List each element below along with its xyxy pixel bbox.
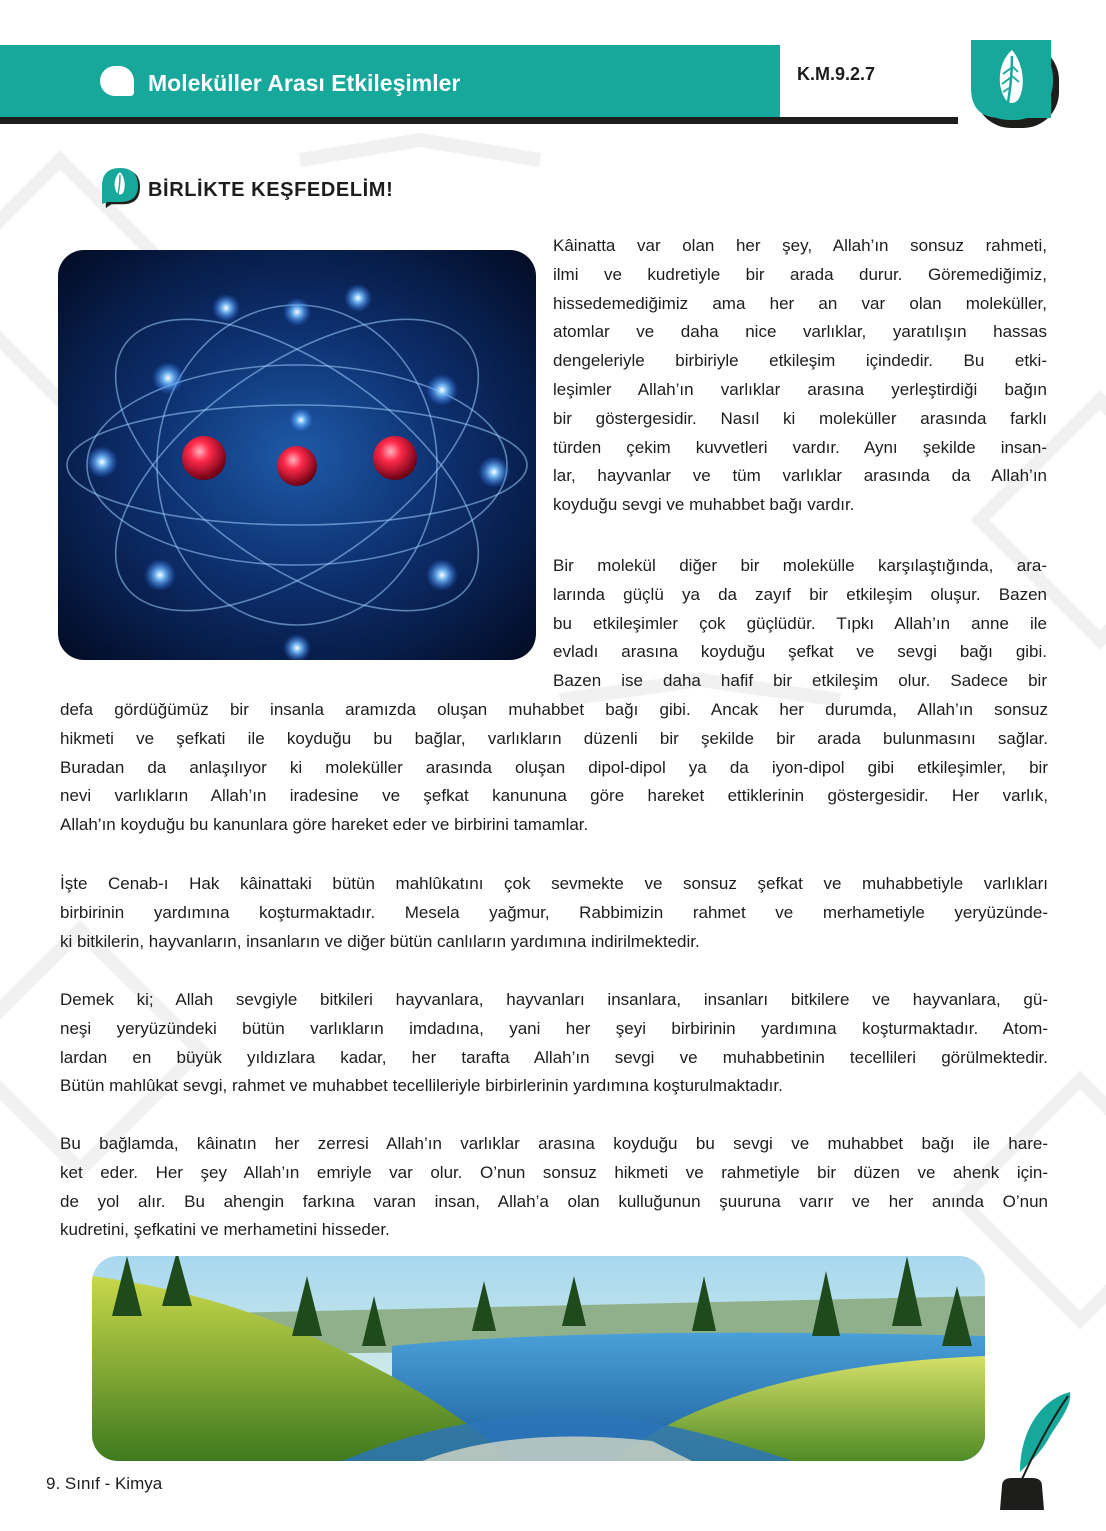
paragraph-help bbox=[60, 986, 1048, 1101]
paragraph-interaction bbox=[553, 552, 1047, 696]
text-line: bir göstergesidir. Nasıl ki moleküller arasında farklı bbox=[553, 408, 1047, 428]
text-line: lar, hayvanlar ve tüm varlıklar arasında da Allah’ın bbox=[553, 466, 1047, 486]
text-line: Bazen ise daha hafif bir etkileşim olur. Sadece bir bbox=[553, 671, 1047, 691]
paragraph-harmony bbox=[60, 1130, 1048, 1245]
text-line: neşi yeryüzündeki bütün varlıkların imdadına, yani her şeyi birbirinin yardımına koşturmaktadır. Atom- bbox=[60, 1018, 1048, 1038]
section-title: BİRLİKTE KEŞFEDELİM! bbox=[148, 179, 394, 201]
paragraph-intro bbox=[553, 232, 1047, 520]
landscape-illustration bbox=[92, 1256, 985, 1461]
text-line: defa gördüğümüz bir insanla aramızda oluşan muhabbet bağı gibi. Ancak her durumda, Allah’ın sonsuz bbox=[60, 700, 1048, 719]
text-line: de yol alır. Bu ahengin farkına varan insan, Allah’a olan kulluğunun şuuruna varır ve her anında O’nun bbox=[60, 1191, 1048, 1211]
text-line: ket eder. Her şey Allah’ın emriyle var olur. O’nun sonsuz hikmeti ve rahmetiyle bir düzen ve ahenk için- bbox=[60, 1162, 1048, 1182]
curriculum-code: K.M.9.2.7 bbox=[797, 64, 876, 84]
text-line: Demek ki; Allah sevgiyle bitkileri hayvanlara, hayvanları insanlara, insanları bitkilere ve hayvanlara, gü- bbox=[60, 990, 1048, 1009]
text-line: bu etkileşimler çok güçlüdür. Tıpkı Allah’ın anne ile bbox=[553, 613, 1047, 633]
footer-course: 9. Sınıf - Kimya bbox=[46, 1474, 163, 1493]
text-line: ki bitkilerin, hayvanların, insanların ve diğer bütün canlıların yardımına indirilmektedir. bbox=[60, 931, 700, 951]
text-line: türden çekim kuvvetleri vardır. Aynı şekilde insan- bbox=[553, 437, 1047, 457]
text-line: leşimler Allah’ın varlıklar arasına yerleştirdiği bağın bbox=[553, 379, 1047, 399]
text-line: dengeleriyle birbiriyle etkileşim içindedir. Bu etki- bbox=[553, 351, 1047, 371]
text-line: larında güçlü ya da zayıf bir etkileşim oluşur. Bazen bbox=[553, 584, 1047, 604]
speech-bubble-icon bbox=[100, 66, 134, 96]
text-line: Bu bağlamda, kâinatın her zerresi Allah’ın varlıklar arasına koyduğu bu sevgi ve muhabbet bağı ile hare- bbox=[60, 1134, 1048, 1153]
text-line: nevi varlıkların Allah’ın iradesine ve şefkat kanununa göre hareket ettiklerinin göstergesidir. Her varlık, bbox=[60, 786, 1048, 806]
feather-icon bbox=[945, 38, 1065, 130]
text-line: hissedemediğimiz ama her an var olan moleküller, bbox=[553, 293, 1047, 313]
text-line: Allah’ın koyduğu bu kanunlara göre hareket eder ve birbirini tamamlar. bbox=[60, 815, 589, 835]
paragraph-mercy bbox=[60, 870, 1048, 956]
text-line: koyduğu sevgi ve muhabbet bağı vardır. bbox=[553, 495, 855, 515]
text-line: ilmi ve kudretiyle bir arada durur. Göremediğimiz, bbox=[553, 264, 1047, 284]
text-line: kudretini, şefkatini ve merhametini hisseder. bbox=[60, 1220, 390, 1240]
paragraph-interaction-continued bbox=[60, 696, 1048, 840]
text-line: İşte Cenab-ı Hak kâinattaki bütün mahlûkatını çok sevmekte ve sonsuz şefkat ve muhabbetiyle varlıkları bbox=[60, 874, 1048, 893]
text-line: Buradan da anlaşılıyor ki moleküller arasında oluşan dipol-dipol ya da iyon-dipol gibi etkileşimler, bir bbox=[60, 757, 1048, 777]
text-line: Kâinatta var olan her şey, Allah’ın sonsuz rahmeti, bbox=[553, 236, 1047, 255]
page-title: Moleküller Arası Etkileşimler bbox=[148, 70, 461, 96]
page-number: 65 bbox=[1013, 1484, 1033, 1503]
atom-illustration bbox=[58, 250, 536, 660]
feather-icon bbox=[100, 168, 144, 208]
header-underline bbox=[0, 117, 958, 124]
text-line: atomlar ve daha nice varlıklar, yaratılışın hassas bbox=[553, 322, 1047, 342]
text-line: hikmeti ve şefkati ile koyduğu bu bağlar, varlıkların düzenli bir şekilde bir arada bulunmasını sağlar. bbox=[60, 728, 1048, 748]
text-line: Bütün mahlûkat sevgi, rahmet ve muhabbet tecellileriyle birbirlerinin yardımına koşturulmaktadır. bbox=[60, 1076, 783, 1096]
text-line: lardan en büyük yıldızlara kadar, her tarafta Allah’ın sevgi ve muhabbetinin tecellileri görülmektedir. bbox=[60, 1047, 1048, 1067]
text-line: birbirinin yardımına koşturmaktadır. Mesela yağmur, Rabbimizin rahmet ve merhametiyle yeryüzünde- bbox=[60, 902, 1048, 922]
text-line: evladı arasına koyduğu şefkat ve sevgi bağı gibi. bbox=[553, 642, 1047, 662]
text-line: Bir molekül diğer bir molekülle karşılaştığında, ara- bbox=[553, 556, 1047, 575]
